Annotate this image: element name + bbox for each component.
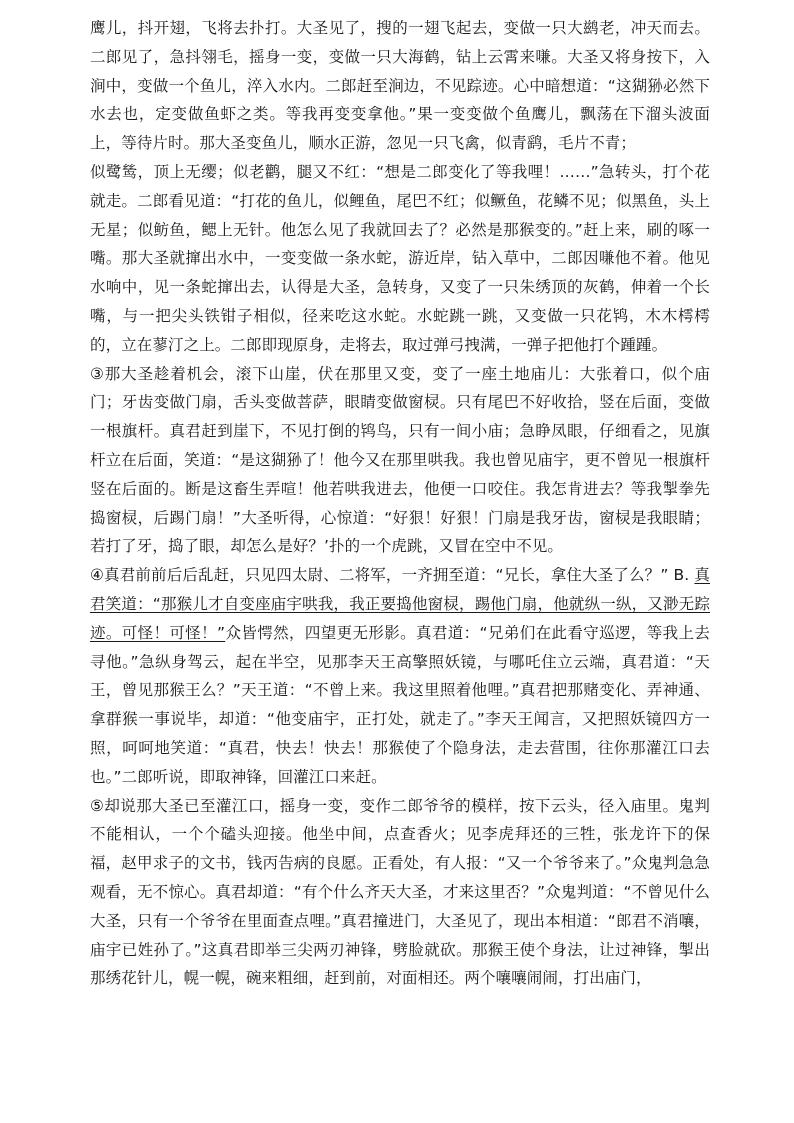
paragraph-1 (90, 14, 710, 158)
paragraph-4-text-rest: 众皆愕然，四望更无形影。真君道：“兄弟们在此看守巡逻，等我上去寻他。”急纵身驾云，起在半空，见那李天王高擎照妖镜，与哪吒住立云端，真君道：“天王，曾见那猴王么？”天王道：“不曾上来。我这里照着他哩。”真君把那赌变化、弄神通、拿群猴一事说毕，却道：“他变庙宇，正打处，就走了。”李天王闻言，又把照妖镜四方一照，呵呵地笑道：“真君，快去！快去！那猴使了个隐身法，走去营围，往你那灌江口去也。”二郎听说，即取神锋，回灌江口来赶。 (90, 623, 710, 786)
paragraph-4-text-intro: ④真君前前后后乱赶，只见四太尉、二将军，一齐拥至道：“兄长，拿住大圣了么？” B. (90, 566, 695, 585)
paragraph-3 (90, 360, 710, 562)
paragraph-5-text: ⑤却说那大圣已至灌江口，摇身一变，变作二郎爷爷的模样，按下云头，径入庙里。鬼判不能相认，一个个磕头迎接。他坐中间，点查香火；见李虎拜还的三牲，张龙许下的保福，赵甲求子的文书，钱丙告病的良愿。正看处，有人报：“又一个爷爷来了。”众鬼判急急观看，无不惊心。真君却道：“有个什么齐天大圣，才来这里否？”众鬼判道：“不曾见什么大圣，只有一个爷爷在里面查点哩。”真君撞进门，大圣见了，现出本相道：“郎君不消嚷，庙宇已姓孙了。”这真君即举三尖两刃神锋，劈脸就砍。那猴王使个身法，让过神锋，掣出那绣花针儿，幌一幌，碗来粗细，赶到前，对面相还。两个嚷嚷闹闹，打出庙门， (90, 796, 710, 988)
document-body-text (90, 14, 710, 993)
paragraph-2-text: 似鹭鸶，顶上无缨；似老鹳，腿又不红：“想是二郎变化了等我哩！……”急转头，打个花就走。二郎看见道：“打花的鱼儿，似鲤鱼，尾巴不红；似鳜鱼，花鳞不见；似黑鱼，头上无星；似鲂鱼，鳃上无针。他怎么见了我就回去了？必然是那猴变的。”赶上来，刷的啄一嘴。那大圣就撺出水中，一变变做一条水蛇，游近岸，钻入草中，二郎因嗛他不着。他见水响中，见一条蛇撺出去，认得是大圣，急转身，又变了一只朱绣顶的灰鹤，伸着一个长嘴，与一把尖头铁钳子相似，径来吃这水蛇。水蛇跳一跳，又变做一只花鸨，木木樗樗的，立在蓼汀之上。二郎即现原身，走将去，取过弹弓拽满，一弹子把他打个踵踵。 (90, 162, 710, 354)
paragraph-5 (90, 792, 710, 994)
paragraph-3-text: ③那大圣趁着机会，滚下山崖，伏在那里又变，变了一座土地庙儿：大张着口，似个庙门；牙齿变做门扇，舌头变做菩萨，眼睛变做窗棂。只有尾巴不好收拾，竖在后面，变做一根旗杆。真君赶到崖下，不见打倒的鸨鸟，只有一间小庙；急睁凤眼，仔细看之，见旗杆立在后面，笑道：“是这猢狲了！他今又在那里哄我。我也曾见庙宇，更不曾见一根旗杆竖在后面的。断是这畜生弄喧！他若哄我进去，他便一口咬住。我怎肯进去？等我掣拳先捣窗棂，后踢门扇！”大圣听得，心惊道：“好狠！好狠！门扇是我牙齿，窗棂是我眼睛；若打了牙，捣了眼，却怎么是好？’扑的一个虎跳，又冒在空中不见。 (90, 364, 710, 556)
paragraph-1-text: 鹰儿，抖开翅，飞将去扑打。大圣见了，搜的一翅飞起去，变做一只大鹚老，冲天而去。二郎见了，急抖翎毛，摇身一变，变做一只大海鹤，钻上云霄来嗛。大圣又将身按下，入涧中，变做一个鱼儿，淬入水内。二郎赶至涧边，不见踪迹。心中暗想道：“这猢狲必然下水去也，定变做鱼虾之类。等我再变变拿他。”果一变变做个鱼鹰儿，飘荡在下溜头波面上，等待片时。那大圣变鱼儿，顺水正游，忽见一只飞禽，似青鹞，毛片不青； (90, 19, 710, 153)
paragraph-4-underlined-quote: 真君笑道：“那猴儿才自变座庙宇哄我，我正要捣他窗棂，踢他门扇，他就纵一纵，又渺无踪迹。可怪！可怪！” (90, 566, 710, 642)
paragraph-2 (90, 158, 710, 360)
paragraph-4 (90, 561, 710, 791)
